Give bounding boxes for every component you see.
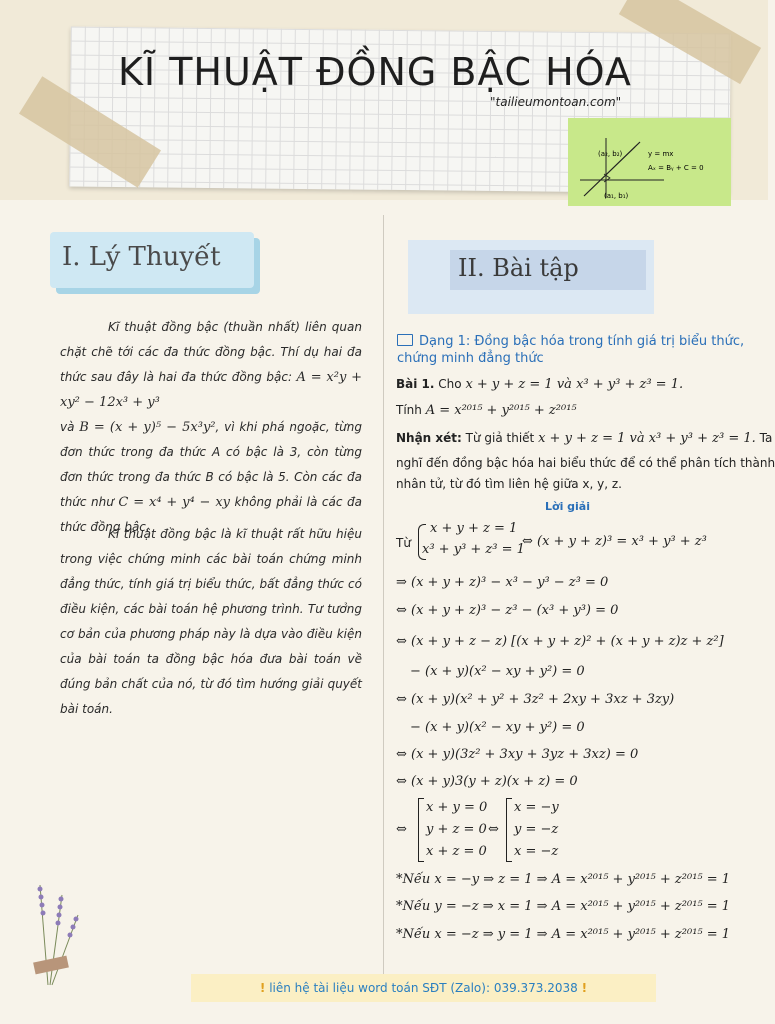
tu-label: Từ [396, 536, 411, 550]
step-0: ⇔ (x + y + z)³ = x³ + y³ + z³ [522, 534, 707, 549]
page-title: KĨ THUẬT ĐỒNG BẬC HÓA [118, 50, 632, 94]
theory-heading: I. Lý Thuyết [62, 242, 221, 272]
theory-p1b: và B = (x + y)⁵ − 5x³y², vì khi phá ngoặc, từng đơn thức trong đa thức A có bậc là 3, còn từng đơn thức trong đa thức B có bậc là 5. Còn các đa thức như C = x⁴ + y⁴ − xy không phải là các đa thức đồng bậc. [60, 420, 362, 534]
equation-b: B = (x + y)⁵ − 5x³y² [79, 420, 216, 435]
lavender-decoration [18, 875, 98, 995]
exercise-type-title: Dạng 1: Đồng bậc hóa trong tính giá trị biểu thức, chứng minh đẳng thức [397, 334, 745, 366]
nhan-xet-line-3: nhân tử, từ đó tìm liên hệ giữa x, y, z. [396, 477, 622, 491]
column-divider [383, 215, 384, 975]
nhan-xet-line-2: nghĩ đến đồng bậc hóa hai biểu thức để có thể phân tích thành [396, 456, 775, 470]
equation-c: C = x⁴ + y⁴ − xy [118, 495, 230, 510]
step-4b: − (x + y)(x² − xy + y²) = 0 [410, 720, 585, 735]
exercise-heading-box [408, 240, 654, 314]
figure-label-eq: Aₓ = Bᵧ + C = 0 [648, 164, 704, 172]
geometry-figure [568, 118, 731, 206]
bai1-line: Bài 1. Cho x + y + z = 1 và x³ + y³ + z³ = 1. [396, 377, 684, 392]
theory-paragraph-1 [60, 315, 362, 540]
case-bracket-right [506, 798, 512, 862]
neu-line-1: *Nếu x = −y ⇒ z = 1 ⇒ A = x²⁰¹⁵ + y²⁰¹⁵ + z²⁰¹⁵ = 1 [396, 872, 731, 887]
tinh-line: Tính A = x²⁰¹⁵ + y²⁰¹⁵ + z²⁰¹⁵ [396, 403, 577, 418]
theory-p1a: Kĩ thuật đồng bậc (thuần nhất) liên quan chặt chẽ tới các đa thức đồng bậc. Thí dụ hai đa thức sau đây là hai đa thức đồng bậc: A = x²y + xy² − 12x³ + y³ [60, 320, 362, 410]
step-2: ⇔ (x + y + z)³ − z³ − (x³ + y³) = 0 [396, 603, 619, 618]
step-3b: − (x + y)(x² − xy + y²) = 0 [410, 664, 585, 679]
step-6: ⇔ (x + y)3(y + z)(x + z) = 0 [396, 774, 578, 789]
equation-a: A = x²y + xy² − 12x³ + y³ [60, 370, 362, 410]
exercise-heading: II. Bài tập [458, 254, 579, 282]
theory-paragraph-2: Kĩ thuật đồng bậc là kĩ thuật rất hữu hiệu trong việc chứng minh các bài toán chứng minh đẳng thức, tính giá trị biểu thức, bất đẳng thức có điều kiện, các bài toán hệ phương trình. Tư tưởng cơ bản của phương pháp này là dựa vào điều kiện của bài toán ta đồng bậc hóa đưa bài toán về đúng bản chất của nó, từ đó tìm hướng giải quyết bài toán. [60, 527, 362, 716]
nhan-xet-line: Nhận xét: Từ giả thiết x + y + z = 1 và x³ + y³ + z³ = 1. Ta [396, 431, 773, 446]
case-arrow-1: ⇔ [396, 822, 407, 837]
case-bracket-left [418, 798, 424, 862]
step-4: ⇔ (x + y)(x² + y² + 3z² + 2xy + 3xz + 3zy) [396, 692, 675, 707]
exclamation-icon-right: ! [581, 981, 588, 995]
step-1: ⇒ (x + y + z)³ − x³ − y³ − z³ = 0 [396, 575, 609, 590]
exclamation-icon-left: ! [259, 981, 266, 995]
case-left-2: y + z = 0 [426, 822, 487, 837]
case-right-3: x = −z [514, 844, 559, 859]
theory-heading-box [50, 232, 254, 288]
neu-line-3: *Nếu x = −z ⇒ y = 1 ⇒ A = x²⁰¹⁵ + y²⁰¹⁵ + z²⁰¹⁵ = 1 [396, 927, 731, 942]
figure-label-a1: (a₁, b₁) [604, 192, 629, 200]
case-arrow-2: ⇔ [488, 822, 499, 837]
loi-giai-heading: Lời giải [545, 500, 591, 513]
contact-text: liên hệ tài liệu word toán SĐT (Zalo): 039.373.2038 [269, 981, 578, 995]
folder-icon [397, 334, 413, 346]
exercise-type [397, 333, 765, 367]
figure-label-line: y = mx [648, 150, 674, 158]
step-3: ⇔ (x + y + z − z) [(x + y + z)² + (x + y + z)z + z²] [396, 634, 724, 649]
contact-footer [191, 974, 656, 1002]
case-left-1: x + y = 0 [426, 800, 488, 815]
figure-label-a2: (a₂, b₂) [598, 150, 623, 158]
case-right-2: y = −z [514, 822, 559, 837]
neu-line-2: *Nếu y = −z ⇒ x = 1 ⇒ A = x²⁰¹⁵ + y²⁰¹⁵ + z²⁰¹⁵ = 1 [396, 899, 731, 914]
step-5: ⇔ (x + y)(3z² + 3xy + 3yz + 3xz) = 0 [396, 747, 639, 762]
system-eq-1: x + y + z = 1 [430, 521, 518, 536]
system-eq-2: x³ + y³ + z³ = 1 [422, 542, 525, 557]
website-label: "tailieumontoan.com" [490, 95, 622, 109]
case-left-3: x + z = 0 [426, 844, 487, 859]
case-right-1: x = −y [514, 800, 559, 815]
